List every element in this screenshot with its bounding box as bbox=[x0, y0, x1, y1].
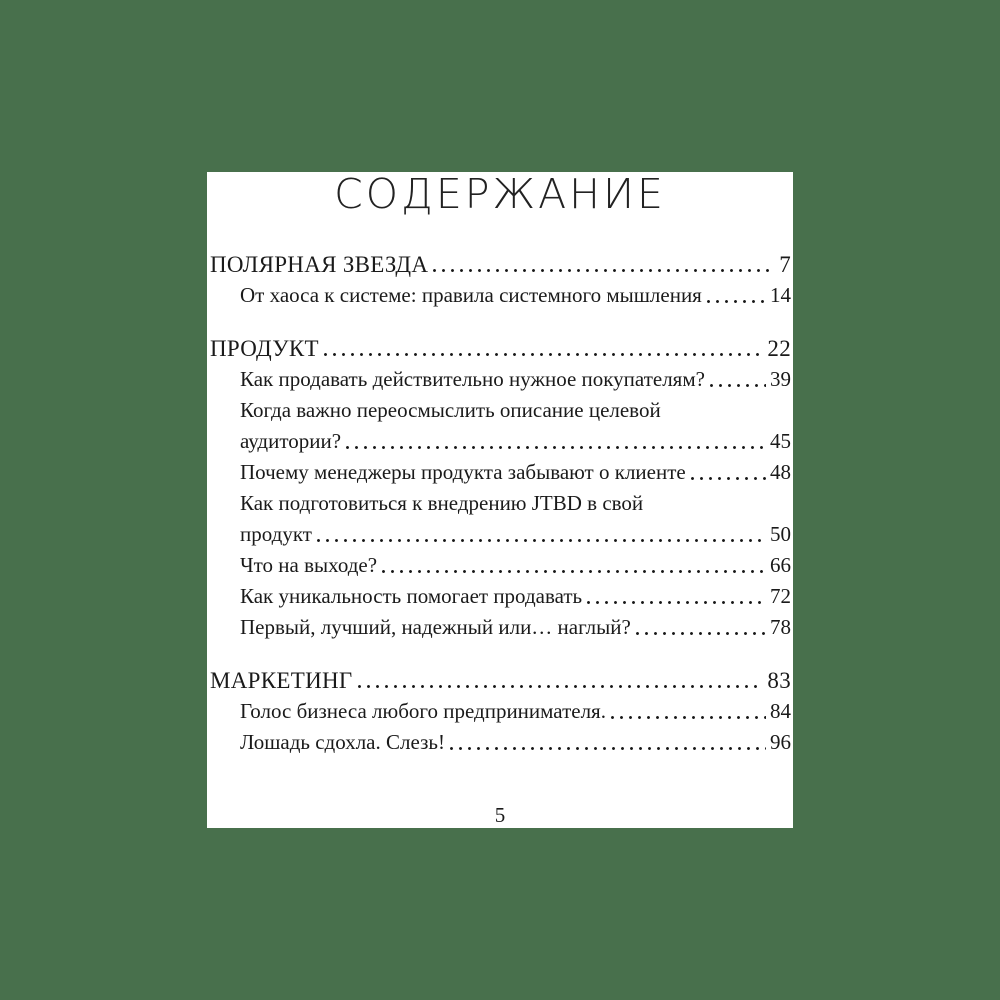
toc-entry-label: Первый, лучший, надежный или… наглый? bbox=[240, 615, 631, 639]
toc-section-label: ПОЛЯРНАЯ ЗВЕЗДА bbox=[210, 252, 429, 277]
toc-entry-row bbox=[210, 426, 791, 457]
toc-entry-row bbox=[210, 519, 791, 550]
toc-entry-row bbox=[210, 395, 791, 426]
toc-entry-label: Когда важно переосмыслить описание целевой bbox=[240, 398, 661, 422]
toc-section-row bbox=[210, 333, 791, 364]
toc-section-label: ПРОДУКТ bbox=[210, 336, 319, 361]
toc-entry-label: Как подготовиться к внедрению JTBD в свой bbox=[240, 491, 644, 515]
page-ref: 84 bbox=[770, 699, 791, 723]
toc-entry-label: Как продавать действительно нужное покупателям? bbox=[240, 367, 705, 391]
dot-leader bbox=[636, 632, 766, 635]
page-ref: 7 bbox=[779, 252, 791, 277]
dot-leader bbox=[691, 477, 766, 480]
page-ref: 83 bbox=[767, 668, 791, 693]
page-ref: 22 bbox=[767, 336, 791, 361]
toc-entry-row bbox=[210, 457, 791, 488]
book-page bbox=[207, 172, 793, 828]
page-ref: 50 bbox=[770, 522, 791, 546]
toc-entry-label: продукт bbox=[240, 522, 312, 546]
toc-entry-row bbox=[210, 612, 791, 643]
toc-title: СОДЕРЖАНИЕ bbox=[334, 170, 666, 218]
toc-entry-label: От хаоса к системе: правила системного мышления bbox=[240, 283, 702, 307]
dot-leader bbox=[317, 539, 766, 542]
dot-leader bbox=[346, 446, 766, 449]
toc-entry-row bbox=[210, 727, 791, 758]
page-ref: 14 bbox=[770, 283, 791, 307]
dot-leader bbox=[710, 384, 766, 387]
toc-entry-row bbox=[210, 488, 791, 519]
toc-list bbox=[207, 249, 793, 758]
dot-leader bbox=[450, 747, 766, 750]
toc-entry-label: аудитории? bbox=[240, 429, 342, 453]
toc-entry-row bbox=[210, 550, 791, 581]
toc-entry-row bbox=[210, 581, 791, 612]
dot-leader bbox=[611, 716, 766, 719]
toc-entry-label: Лошадь сдохла. Слезь! bbox=[240, 730, 445, 754]
dot-leader bbox=[433, 269, 775, 272]
toc-entry-row bbox=[210, 696, 791, 727]
toc-entry-label: Что на выходе? bbox=[240, 553, 378, 577]
dot-leader bbox=[707, 300, 766, 303]
toc-entry-label: Голос бизнеса любого предпринимателя. bbox=[240, 699, 606, 723]
toc-section-row bbox=[210, 249, 791, 280]
page-ref: 39 bbox=[770, 367, 791, 391]
toc-entry-row bbox=[210, 280, 791, 311]
toc-section-label: МАРКЕТИНГ bbox=[210, 668, 353, 693]
folio-page-number: 5 bbox=[494, 802, 506, 827]
toc-entry-row bbox=[210, 364, 791, 395]
dot-leader bbox=[358, 685, 764, 688]
page-ref: 78 bbox=[770, 615, 791, 639]
dot-leader bbox=[587, 601, 766, 604]
dot-leader bbox=[324, 353, 764, 356]
page-ref: 72 bbox=[770, 584, 791, 608]
toc-entry-label: Почему менеджеры продукта забывают о клиенте bbox=[240, 460, 686, 484]
page-ref: 66 bbox=[770, 553, 791, 577]
page-ref: 45 bbox=[770, 429, 791, 453]
toc-entry-label: Как уникальность помогает продавать bbox=[240, 584, 583, 608]
dot-leader bbox=[382, 570, 766, 573]
toc-section-row bbox=[210, 665, 791, 696]
page-ref: 48 bbox=[770, 460, 791, 484]
page-ref: 96 bbox=[770, 730, 791, 754]
